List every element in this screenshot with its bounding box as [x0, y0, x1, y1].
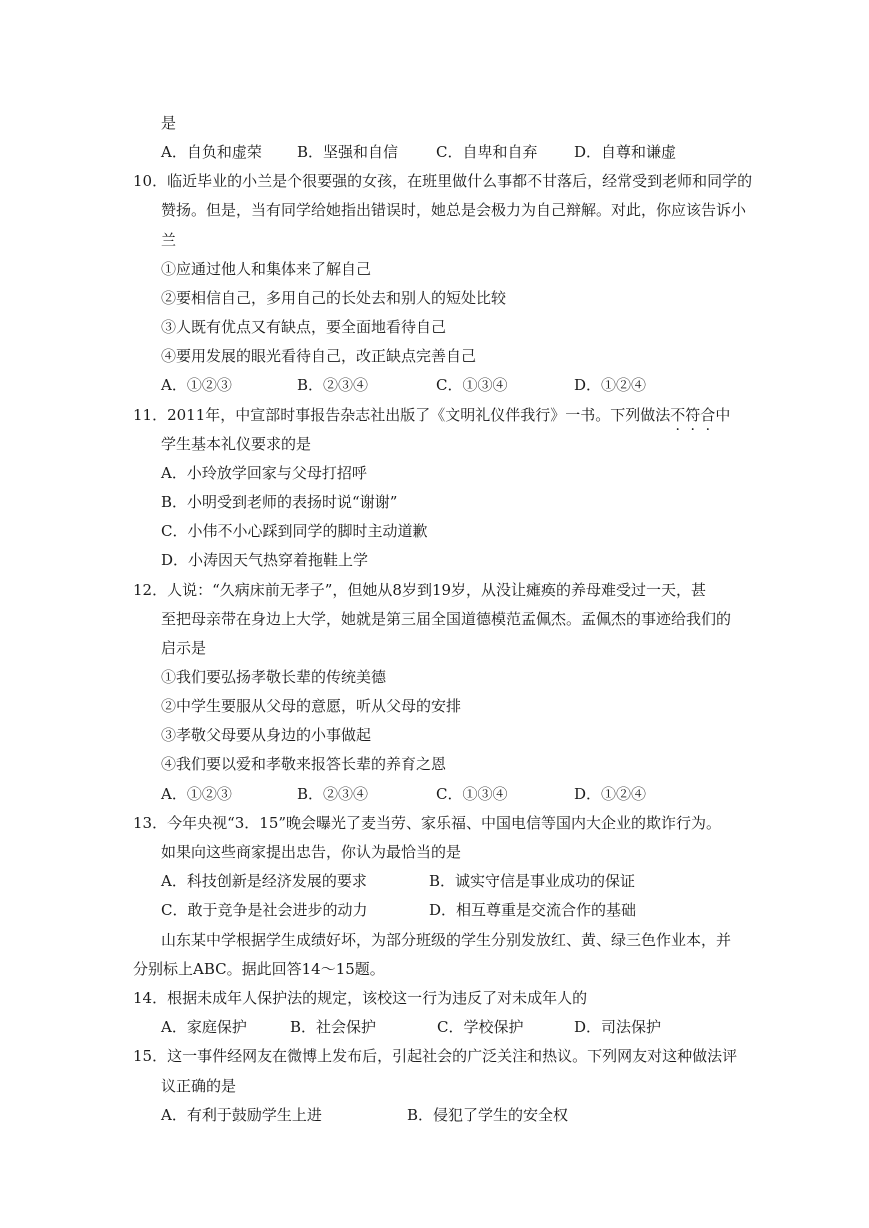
q15-option-b: B．侵犯了学生的安全权 — [407, 1106, 569, 1124]
q11-option-b: B．小明受到老师的表扬时说“谢谢” — [161, 493, 398, 511]
q10-option-c: C．①③④ — [436, 376, 508, 394]
q12-item-4: ④我们要以爱和孝敬来报答长辈的养育之恩 — [161, 755, 447, 773]
q10-item-1: ①应通过他人和集体来了解自己 — [161, 260, 372, 278]
q12-stem-line2: 至把母亲带在身边上大学，她就是第三届全国道德模范孟佩杰。孟佩杰的事迹给我们的 — [161, 610, 732, 628]
q10-stem-line2: 赞扬。但是，当有同学给她指出错误时，她总是会极力为自己辩解。对此，你应该告诉小 — [161, 201, 747, 219]
q12-item-1: ①我们要弘扬孝敬长辈的传统美德 — [161, 668, 387, 686]
q15-stem-line1: 15．这一事件经网友在微博上发布后，引起社会的广泛关注和热议。下列网友对这种做法评 — [133, 1047, 738, 1065]
q10-option-b: B．②③④ — [297, 376, 369, 394]
q9-stem-tail: 是 — [161, 114, 177, 132]
q10-item-3: ③人既有优点又有缺点，要全面地看待自己 — [161, 318, 447, 336]
q11-stem-line2: 学生基本礼仪要求的是 — [161, 435, 312, 453]
q15-option-a: A．有利于鼓励学生上进 — [161, 1106, 322, 1124]
q13-option-c: C．敢于竞争是社会进步的动力 — [161, 901, 368, 919]
material-line2: 分别标上ABC。据此回答14～15题。 — [133, 960, 385, 978]
q11-stem-post: 中 — [715, 406, 731, 424]
q13-stem-line1: 13．今年央视“3．15”晚会曝光了麦当劳、家乐福、中国电信等国内大企业的欺诈行为。 — [133, 814, 722, 832]
q10-item-4: ④要用发展的眼光看待自己，改正缺点完善自己 — [161, 347, 477, 365]
q12-item-2: ②中学生要服从父母的意愿，听从父母的安排 — [161, 697, 462, 715]
q10-option-d: D．①②④ — [574, 376, 647, 394]
q10-item-2: ②要相信自己，多用自己的长处去和别人的短处比较 — [161, 289, 507, 307]
q14-option-d: D．司法保护 — [574, 1018, 662, 1036]
q11-emphasis-char-1: 不 — [670, 406, 686, 424]
q11-option-d: D．小涛因天气热穿着拖鞋上学 — [161, 551, 369, 569]
q14-stem: 14．根据未成年人保护法的规定，该校这一行为违反了对未成年人的 — [133, 989, 588, 1007]
q13-option-b: B．诚实守信是事业成功的保证 — [429, 872, 636, 890]
material-line1: 山东某中学根据学生成绩好坏，为部分班级的学生分别发放红、黄、绿三色作业本，并 — [161, 931, 732, 949]
q13-option-a: A．科技创新是经济发展的要求 — [161, 872, 367, 890]
q9-option-d: D．自尊和谦虚 — [574, 143, 677, 161]
q11-emphasis-char-3: 合 — [700, 406, 716, 424]
q10-stem-line3: 兰 — [161, 231, 177, 249]
q14-option-c: C．学校保护 — [437, 1018, 524, 1036]
q14-option-a: A．家庭保护 — [161, 1018, 247, 1036]
q15-stem-line2: 议正确的是 — [161, 1077, 237, 1095]
q10-option-a: A．①②③ — [161, 376, 232, 394]
q9-option-a: A．自负和虚荣 — [161, 143, 262, 161]
q14-option-b: B．社会保护 — [290, 1018, 377, 1036]
q12-item-3: ③孝敬父母要从身边的小事做起 — [161, 726, 372, 744]
q11-option-c: C．小伟不小心踩到同学的脚时主动道歉 — [161, 522, 428, 540]
q12-option-b: B．②③④ — [297, 785, 369, 803]
q12-stem-line1: 12．人说：“久病床前无孝子”，但她从8岁到19岁，从没让瘫痪的养母难受过一天，甚 — [133, 581, 707, 599]
q11-emphasis-char-2: 符 — [685, 406, 701, 424]
q11-option-a: A．小玲放学回家与父母打招呼 — [161, 464, 367, 482]
q9-option-b: B．坚强和自信 — [297, 143, 399, 161]
q12-option-d: D．①②④ — [574, 785, 647, 803]
q12-option-a: A．①②③ — [161, 785, 232, 803]
q11-stem-line1 — [133, 405, 730, 425]
q13-option-d: D．相互尊重是交流合作的基础 — [429, 901, 637, 919]
q12-stem-line3: 启示是 — [161, 639, 207, 657]
q10-stem-line1: 10．临近毕业的小兰是个很要强的女孩，在班里做什么事都不甘落后，经常受到老师和同学的 — [133, 172, 753, 190]
q9-option-c: C．自卑和自弃 — [436, 143, 538, 161]
q11-stem-pre: 11．2011年，中宣部时事报告杂志社出版了《文明礼仪伴我行》一书。下列做法 — [133, 406, 671, 424]
q12-option-c: C．①③④ — [436, 785, 508, 803]
q13-stem-line2: 如果向这些商家提出忠告，你认为最恰当的是 — [161, 843, 462, 861]
